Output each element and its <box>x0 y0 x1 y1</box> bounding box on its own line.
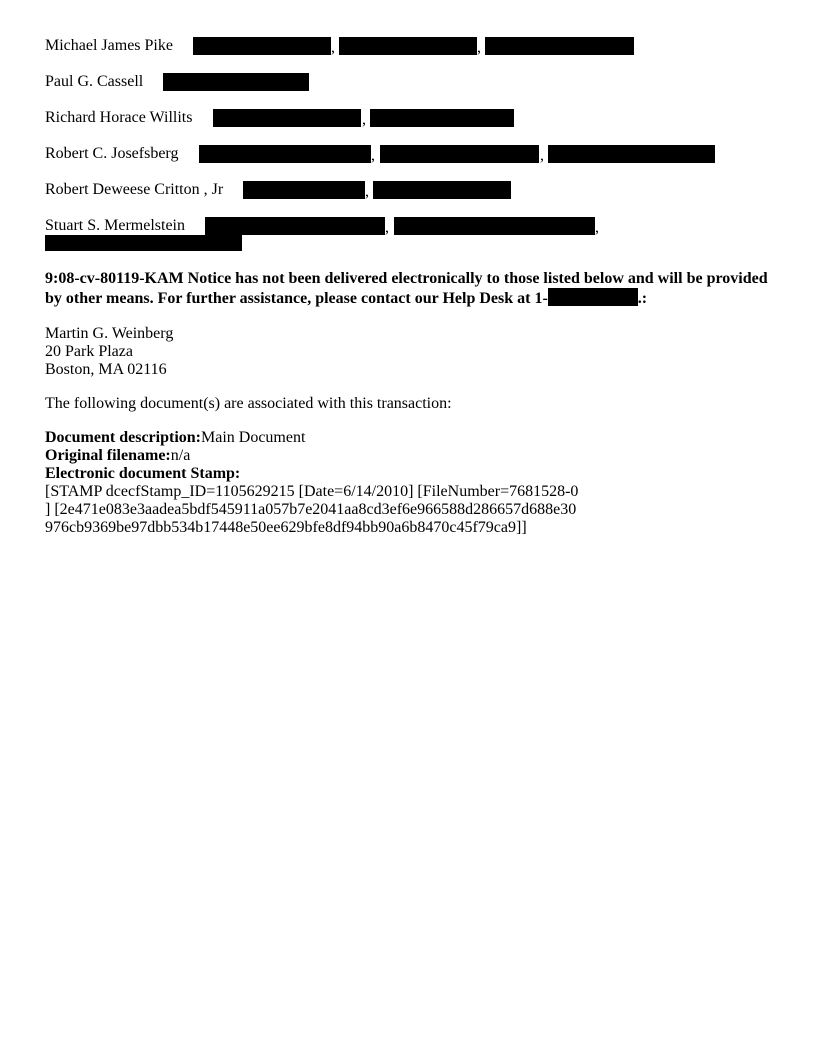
redaction-block <box>243 181 365 199</box>
recipient-row <box>45 180 785 200</box>
document-description-value: Main Document <box>200 429 306 446</box>
associated-documents-text: The following document(s) are associated with this transaction: <box>45 395 452 412</box>
redaction-block <box>485 37 634 55</box>
redaction-block <box>548 145 715 163</box>
separator-comma: , <box>595 219 599 236</box>
redaction-block <box>339 37 477 55</box>
redaction-block <box>163 73 309 91</box>
document-description-line <box>45 429 785 447</box>
redaction-block <box>548 288 638 306</box>
stamp-line: 976cb9369be97dbb534b17448e50ee629bfe8df94bb90a6b8470c45f79ca9]] <box>45 519 527 536</box>
redaction-block <box>394 217 595 235</box>
redaction-block <box>45 235 242 251</box>
notice-text: 9:08-cv-80119-KAM Notice has not been delivered electronically to those listed below and will be provided by other means. For further assistance, please contact our Help Desk at 1- <box>45 270 768 307</box>
recipient-row <box>45 216 785 236</box>
recipient-row <box>45 144 785 164</box>
notice-text-end: .: <box>637 290 648 307</box>
recipient-name: Paul G. Cassell <box>45 73 144 90</box>
original-filename-line <box>45 447 785 465</box>
address-name: Martin G. Weinberg <box>45 325 174 342</box>
separator-comma: , <box>385 219 389 236</box>
recipient-row <box>45 72 785 92</box>
separator-comma: , <box>540 147 544 164</box>
stamp-line: [STAMP dcecfStamp_ID=1105629215 [Date=6/14/2010] [FileNumber=7681528-0 <box>45 483 579 500</box>
recipient-row <box>45 36 785 56</box>
stamp-label: Electronic document Stamp: <box>45 465 241 482</box>
redaction-block <box>370 109 514 127</box>
original-filename-value: n/a <box>170 447 191 464</box>
document-info <box>45 429 785 537</box>
address-street: 20 Park Plaza <box>45 343 133 360</box>
separator-comma: , <box>331 39 335 56</box>
separator-comma: , <box>371 147 375 164</box>
redaction-block <box>213 109 361 127</box>
mailing-address <box>45 325 173 379</box>
stamp-line: ] [2e471e083e3aadea5bdf545911a057b7e2041aa8cd3ef6e966588d286657d688e30 <box>45 501 577 518</box>
redaction-block <box>199 145 371 163</box>
recipient-name: Michael James Pike <box>45 37 173 54</box>
separator-comma: , <box>365 183 369 200</box>
redaction-block <box>380 145 539 163</box>
separator-comma: , <box>362 111 366 128</box>
recipient-name: Richard Horace Willits <box>45 109 193 126</box>
delivery-notice <box>45 270 785 308</box>
separator-comma: , <box>477 39 481 56</box>
original-filename-label: Original filename: <box>45 447 171 464</box>
redaction-block <box>373 181 511 199</box>
recipient-row <box>45 108 785 128</box>
recipient-name: Stuart S. Mermelstein <box>45 217 185 234</box>
document-description-label: Document description: <box>45 429 201 446</box>
recipient-name: Robert Deweese Critton , Jr <box>45 181 224 198</box>
recipient-name: Robert C. Josefsberg <box>45 145 179 162</box>
redaction-block <box>205 217 385 235</box>
address-city: Boston, MA 02116 <box>45 361 167 378</box>
redaction-block <box>193 37 331 55</box>
